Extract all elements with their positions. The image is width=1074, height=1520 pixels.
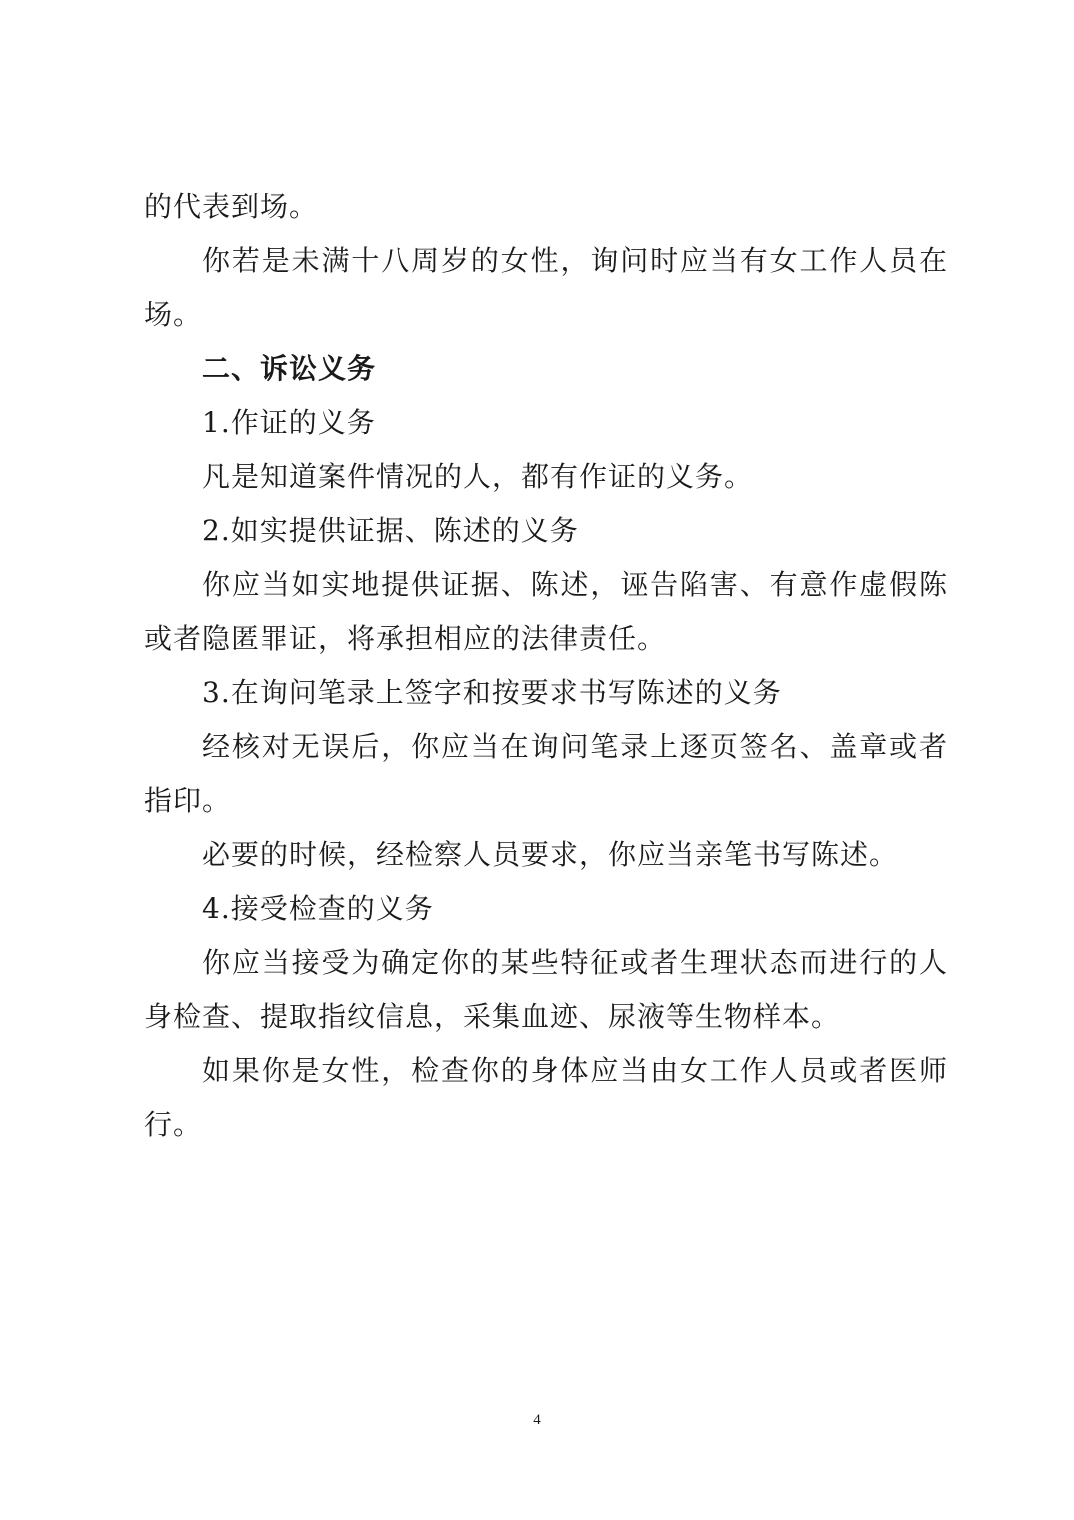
paragraph-handwritten-statement: 必要的时候，经检察人员要求，你应当亲笔书写陈述。 <box>202 838 899 871</box>
page-number: 4 <box>533 1412 541 1428</box>
paragraph-sign-record-line1: 经核对无误后，你应当在询问笔录上逐页签名、盖章或者 <box>202 730 948 763</box>
subheading-testify-obligation: 1.作证的义务 <box>202 406 376 439</box>
paragraph-minor-female-line2: 场。 <box>144 298 203 331</box>
paragraph-sign-record-line2: 指印。 <box>144 784 232 817</box>
paragraph-minor-female-line1: 你若是未满十八周岁的女性，询问时应当有女工作人员在 <box>202 244 948 277</box>
paragraph-inspection-line1: 你应当接受为确定你的某些特征或者生理状态而进行的人 <box>202 946 948 979</box>
paragraph-truthful-line1: 你应当如实地提供证据、陈述，诬告陷害、有意作虚假陈 <box>202 568 948 601</box>
paragraph-inspection-line2: 身检查、提取指纹信息，采集血迹、尿液等生物样本。 <box>144 1000 841 1033</box>
paragraph-testify: 凡是知道案件情况的人，都有作证的义务。 <box>202 460 754 493</box>
subheading-accept-inspection-obligation: 4.接受检查的义务 <box>202 892 434 925</box>
section-heading-litigation-obligations: 二、诉讼义务 <box>202 352 377 385</box>
subheading-sign-record-obligation: 3.在询问笔录上签字和按要求书写陈述的义务 <box>202 676 782 709</box>
paragraph-female-inspection-line2: 行。 <box>144 1108 203 1141</box>
paragraph-female-inspection-line1: 如果你是女性，检查你的身体应当由女工作人员或者医师 <box>202 1054 948 1087</box>
paragraph-continuation: 的代表到场。 <box>144 190 319 223</box>
subheading-truthful-evidence-obligation: 2.如实提供证据、陈述的义务 <box>202 514 579 547</box>
document-body <box>144 180 948 1152</box>
paragraph-truthful-line2: 或者隐匿罪证，将承担相应的法律责任。 <box>144 622 667 655</box>
